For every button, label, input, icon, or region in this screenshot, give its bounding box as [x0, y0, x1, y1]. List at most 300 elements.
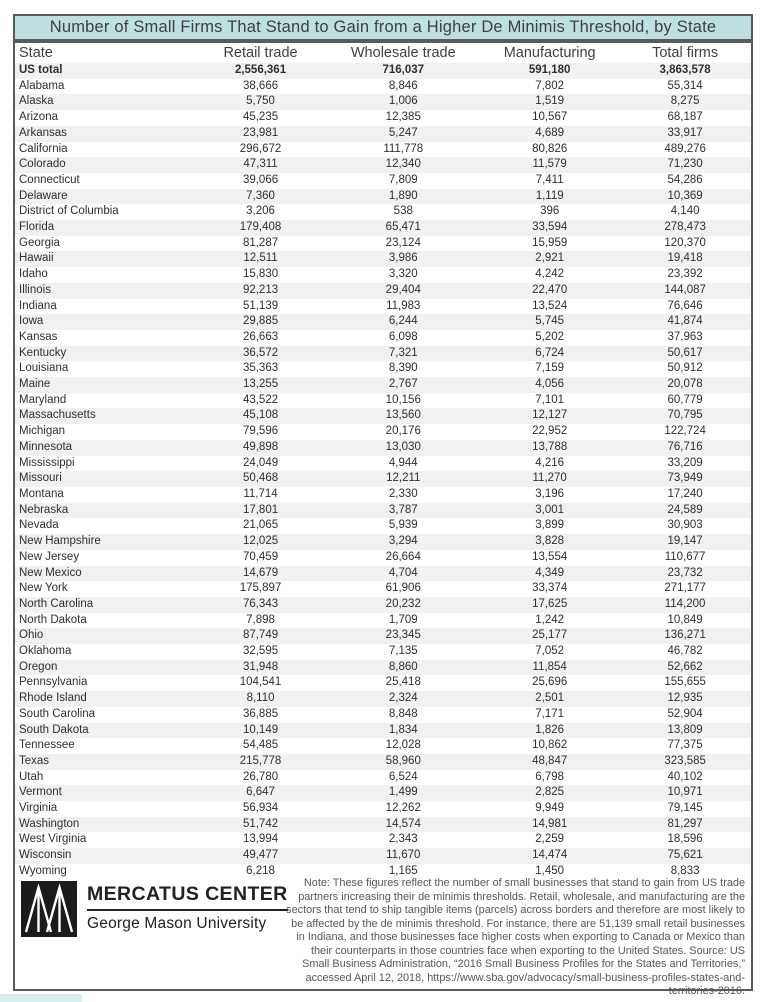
cell-state: Oklahoma [19, 645, 72, 658]
cell-state: Texas [19, 754, 50, 767]
cell-manufacturing: 1,242 [535, 613, 565, 626]
cell-total-firms: 122,724 [664, 425, 706, 438]
cell-retail-trade: 17,801 [242, 503, 279, 516]
cell-state: Massachusetts [19, 409, 96, 422]
cell-state: Washington [19, 817, 80, 830]
table-row [15, 393, 751, 409]
cell-retail-trade: 31,948 [242, 660, 279, 673]
cell-total-firms: 55,314 [667, 79, 703, 92]
cell-manufacturing: 80,826 [532, 142, 568, 155]
cell-wholesale-trade: 2,330 [388, 487, 418, 500]
cell-retail-trade: 79,596 [242, 425, 279, 438]
cell-retail-trade: 6,647 [246, 786, 275, 799]
cell-retail-trade: 29,885 [242, 315, 279, 328]
cell-retail-trade: 21,065 [242, 519, 279, 532]
cell-manufacturing: 2,259 [535, 833, 565, 846]
cell-manufacturing: 4,349 [535, 566, 565, 579]
table-row [15, 660, 751, 676]
logo-text [87, 881, 288, 933]
cell-wholesale-trade: 2,324 [388, 692, 418, 705]
cell-wholesale-trade: 1,006 [388, 95, 418, 108]
cell-total-firms: 24,589 [667, 503, 703, 516]
cell-manufacturing: 1,826 [535, 723, 565, 736]
cell-state: New York [19, 582, 68, 595]
table-row [15, 204, 751, 220]
cell-retail-trade: 26,780 [242, 770, 279, 783]
cell-manufacturing: 33,374 [532, 582, 568, 595]
cell-wholesale-trade: 11,983 [386, 299, 421, 312]
cell-state: New Jersey [19, 550, 80, 563]
logo-name: MERCATUS CENTER [87, 883, 288, 905]
cell-wholesale-trade: 1,499 [388, 786, 418, 799]
table-row [15, 566, 751, 582]
cell-wholesale-trade: 26,664 [385, 550, 421, 563]
cell-wholesale-trade: 8,390 [388, 362, 418, 375]
cell-total-firms: 120,370 [664, 236, 706, 249]
cell-total-firms: 13,809 [667, 723, 703, 736]
cell-manufacturing: 4,242 [535, 268, 565, 281]
cell-total-firms: 12,935 [667, 692, 703, 705]
cell-wholesale-trade: 12,385 [385, 111, 421, 124]
cell-total-firms: 81,297 [667, 817, 703, 830]
cell-state: California [19, 142, 68, 155]
cell-state: Tennessee [19, 739, 75, 752]
table-row [15, 691, 751, 707]
cell-total-firms: 71,230 [667, 158, 703, 171]
table-frame [13, 41, 753, 997]
cell-manufacturing: 396 [540, 205, 560, 218]
cell-manufacturing: 6,724 [535, 346, 565, 359]
cell-retail-trade: 6,218 [246, 864, 275, 877]
cell-state: Nebraska [19, 503, 69, 516]
cell-total-firms: 114,200 [664, 597, 706, 610]
cell-total-firms: 17,240 [667, 487, 703, 500]
cell-state: Arkansas [19, 126, 67, 139]
cell-total-firms: 54,286 [667, 173, 703, 186]
cell-state: Utah [19, 770, 44, 783]
cell-wholesale-trade: 1,165 [388, 864, 418, 877]
cell-wholesale-trade: 14,574 [385, 817, 421, 830]
cell-wholesale-trade: 8,860 [388, 660, 418, 673]
cell-state: Michigan [19, 425, 66, 438]
cell-manufacturing: 4,056 [535, 378, 565, 391]
cell-state: Oregon [19, 660, 58, 673]
cell-manufacturing: 17,625 [532, 597, 568, 610]
cell-total-firms: 278,473 [664, 221, 706, 234]
cell-total-firms: 52,662 [667, 660, 703, 673]
cell-state: Florida [19, 221, 55, 234]
cell-state: Arizona [19, 111, 58, 124]
table-row [15, 738, 751, 754]
cell-retail-trade: 296,672 [239, 142, 282, 155]
cell-wholesale-trade: 3,787 [388, 503, 418, 516]
cell-total-firms: 50,912 [667, 362, 703, 375]
cell-manufacturing: 25,177 [532, 629, 568, 642]
table-row [15, 770, 751, 786]
cell-state: Minnesota [19, 440, 73, 453]
cell-manufacturing: 9,949 [535, 802, 565, 815]
cell-state: Mississippi [19, 456, 75, 469]
cell-retail-trade: 35,363 [242, 362, 279, 375]
cell-total-firms: 8,833 [670, 864, 700, 877]
cell-manufacturing: 7,411 [535, 173, 564, 186]
cell-state: North Dakota [19, 613, 87, 626]
cell-wholesale-trade: 29,404 [385, 283, 421, 296]
header-row [15, 43, 751, 63]
cell-state: New Mexico [19, 566, 82, 579]
cell-retail-trade: 36,572 [242, 346, 279, 359]
cell-wholesale-trade: 12,028 [385, 739, 421, 752]
table-row [15, 377, 751, 393]
cell-retail-trade: 81,287 [242, 236, 279, 249]
cell-wholesale-trade: 10,156 [385, 393, 421, 406]
table-row [15, 801, 751, 817]
cell-state: West Virginia [19, 833, 87, 846]
table-row [15, 503, 751, 519]
table-row [15, 518, 751, 534]
cell-manufacturing: 12,127 [532, 409, 568, 422]
cell-state: Illinois [19, 283, 51, 296]
cell-wholesale-trade: 8,848 [388, 707, 418, 720]
cell-total-firms: 41,874 [667, 315, 703, 328]
cell-total-firms: 52,904 [667, 707, 703, 720]
cell-total-firms: 30,903 [667, 519, 703, 532]
table-title: Number of Small Firms That Stand to Gain from a Higher De Minimis Threshold, by State [13, 14, 753, 41]
cell-wholesale-trade: 12,211 [386, 472, 421, 485]
table-row [15, 94, 751, 110]
cell-state: Colorado [19, 158, 66, 171]
table-row [15, 79, 751, 95]
cell-state: Georgia [19, 236, 60, 249]
cell-manufacturing: 13,788 [532, 440, 568, 453]
cell-manufacturing: 7,171 [535, 707, 565, 720]
cell-total-firms: 33,917 [667, 126, 703, 139]
table-row [15, 424, 751, 440]
cell-state: South Carolina [19, 707, 96, 720]
cell-total-firms: 136,271 [664, 629, 706, 642]
cell-wholesale-trade: 7,321 [388, 346, 418, 359]
cell-retail-trade: 23,981 [242, 126, 279, 139]
table-row [15, 330, 751, 346]
cell-total-firms: 40,102 [667, 770, 703, 783]
cell-total-firms: 8,275 [670, 95, 700, 108]
cell-state: Idaho [19, 268, 48, 281]
cell-state: US total [19, 64, 63, 76]
cell-retail-trade: 39,066 [242, 173, 279, 186]
table-row [15, 471, 751, 487]
cell-retail-trade: 13,994 [242, 833, 279, 846]
cell-wholesale-trade: 3,320 [388, 268, 418, 281]
cell-state: Vermont [19, 786, 62, 799]
cell-manufacturing: 591,180 [528, 64, 571, 76]
cell-wholesale-trade: 6,244 [388, 315, 418, 328]
cell-state: Alabama [19, 79, 65, 92]
cell-retail-trade: 179,408 [239, 221, 282, 234]
cell-manufacturing: 13,524 [532, 299, 568, 312]
cell-manufacturing: 6,798 [535, 770, 565, 783]
cell-retail-trade: 92,213 [242, 283, 279, 296]
cell-retail-trade: 38,666 [242, 79, 279, 92]
col-header-total-firms: Total firms [652, 45, 719, 61]
table-row [15, 754, 751, 770]
cell-state: Nevada [19, 519, 59, 532]
table-row [15, 550, 751, 566]
cell-retail-trade: 26,663 [242, 330, 279, 343]
cell-state: Rhode Island [19, 692, 87, 705]
cell-total-firms: 75,621 [667, 849, 703, 862]
cell-manufacturing: 1,519 [535, 95, 565, 108]
col-header-state: State [19, 45, 53, 61]
cell-retail-trade: 50,468 [242, 472, 279, 485]
cell-retail-trade: 87,749 [242, 629, 279, 642]
table-row [15, 126, 751, 142]
cell-manufacturing: 3,899 [535, 519, 565, 532]
cell-state: Connecticut [19, 173, 80, 186]
cell-wholesale-trade: 8,846 [388, 79, 418, 92]
cell-total-firms: 18,596 [667, 833, 703, 846]
cell-total-firms: 10,369 [667, 189, 703, 202]
table-row [15, 408, 751, 424]
cell-retail-trade: 104,541 [239, 676, 282, 689]
cell-wholesale-trade: 1,890 [388, 189, 418, 202]
cell-manufacturing: 4,216 [535, 456, 565, 469]
cell-retail-trade: 12,511 [243, 252, 278, 265]
table-row [15, 236, 751, 252]
cell-wholesale-trade: 5,247 [388, 126, 418, 139]
table-body [15, 63, 751, 880]
cell-manufacturing: 4,689 [535, 126, 565, 139]
cell-retail-trade: 56,934 [242, 802, 279, 815]
cell-retail-trade: 10,149 [242, 723, 279, 736]
cell-manufacturing: 13,554 [532, 550, 568, 563]
cell-wholesale-trade: 11,670 [386, 849, 421, 862]
cell-total-firms: 70,795 [667, 409, 703, 422]
logo-subtitle: George Mason University [87, 915, 267, 932]
cell-wholesale-trade: 20,232 [385, 597, 421, 610]
cell-manufacturing: 10,567 [532, 111, 568, 124]
table-row [15, 299, 751, 315]
cell-state: Iowa [19, 315, 44, 328]
table-row [15, 346, 751, 362]
cell-manufacturing: 2,921 [535, 252, 565, 265]
cell-manufacturing: 7,101 [535, 393, 565, 406]
next-page-edge [0, 994, 82, 1002]
cell-manufacturing: 3,196 [535, 487, 565, 500]
cell-total-firms: 144,087 [664, 283, 706, 296]
cell-manufacturing: 5,202 [535, 330, 565, 343]
cell-total-firms: 19,147 [667, 535, 703, 548]
cell-wholesale-trade: 58,960 [385, 754, 421, 767]
cell-wholesale-trade: 111,778 [383, 142, 424, 155]
cell-wholesale-trade: 2,767 [388, 378, 418, 391]
cell-retail-trade: 51,742 [242, 817, 279, 830]
table-row [15, 283, 751, 299]
cell-wholesale-trade: 20,176 [385, 425, 421, 438]
table-row [15, 707, 751, 723]
cell-retail-trade: 15,830 [242, 268, 279, 281]
cell-state: New Hampshire [19, 535, 101, 548]
table-row [15, 110, 751, 126]
table-row [15, 251, 751, 267]
cell-retail-trade: 11,714 [243, 487, 278, 500]
cell-wholesale-trade: 7,809 [388, 173, 418, 186]
cell-total-firms: 37,963 [667, 330, 703, 343]
cell-retail-trade: 14,679 [242, 566, 279, 579]
table-row [15, 848, 751, 864]
cell-wholesale-trade: 6,098 [388, 330, 418, 343]
cell-retail-trade: 13,255 [242, 378, 279, 391]
cell-wholesale-trade: 7,135 [388, 645, 418, 658]
cell-state: Kansas [19, 330, 58, 343]
cell-state: Wyoming [19, 864, 67, 877]
cell-wholesale-trade: 4,704 [388, 566, 418, 579]
cell-total-firms: 3,863,578 [659, 64, 711, 76]
table-row [15, 675, 751, 691]
cell-manufacturing: 14,981 [532, 817, 568, 830]
cell-manufacturing: 5,745 [535, 315, 565, 328]
cell-wholesale-trade: 23,124 [385, 236, 421, 249]
cell-total-firms: 4,140 [670, 205, 700, 218]
table-row [15, 63, 751, 79]
cell-retail-trade: 5,750 [246, 95, 275, 108]
cell-state: Pennsylvania [19, 676, 88, 689]
cell-manufacturing: 33,594 [532, 221, 568, 234]
logo-divider [87, 909, 288, 911]
cell-retail-trade: 47,311 [243, 158, 278, 171]
cell-state: Ohio [19, 629, 44, 642]
cell-retail-trade: 49,477 [242, 849, 279, 862]
cell-retail-trade: 12,025 [242, 535, 279, 548]
cell-state: Alaska [19, 95, 54, 108]
cell-retail-trade: 215,778 [239, 754, 282, 767]
col-header-wholesale-trade: Wholesale trade [350, 45, 456, 61]
cell-retail-trade: 54,485 [242, 739, 279, 752]
cell-retail-trade: 70,459 [242, 550, 279, 563]
cell-state: Montana [19, 487, 64, 500]
table-row [15, 723, 751, 739]
table-row [15, 220, 751, 236]
cell-manufacturing: 1,119 [535, 189, 564, 202]
cell-retail-trade: 7,360 [246, 189, 275, 202]
mercatus-logo-icon [21, 881, 77, 937]
table-row [15, 785, 751, 801]
cell-state: Indiana [19, 299, 57, 312]
cell-manufacturing: 7,159 [535, 362, 565, 375]
cell-total-firms: 50,617 [667, 346, 703, 359]
cell-state: South Dakota [19, 723, 89, 736]
cell-wholesale-trade: 6,524 [388, 770, 418, 783]
cell-manufacturing: 2,501 [535, 692, 565, 705]
cell-retail-trade: 45,108 [242, 409, 279, 422]
cell-state: Maine [19, 378, 51, 391]
cell-total-firms: 19,418 [667, 252, 703, 265]
table-row [15, 597, 751, 613]
cell-wholesale-trade: 65,471 [385, 221, 421, 234]
cell-state: Delaware [19, 189, 68, 202]
table-row [15, 267, 751, 283]
table-row [15, 628, 751, 644]
cell-manufacturing: 3,001 [535, 503, 565, 516]
cell-total-firms: 10,971 [667, 786, 703, 799]
cell-manufacturing: 22,470 [532, 283, 568, 296]
table-row [15, 142, 751, 158]
cell-total-firms: 33,209 [667, 456, 703, 469]
cell-manufacturing: 7,802 [535, 79, 565, 92]
cell-total-firms: 23,392 [667, 268, 703, 281]
cell-manufacturing: 10,862 [532, 739, 568, 752]
table-row [15, 644, 751, 660]
table-row [15, 832, 751, 848]
cell-total-firms: 76,646 [667, 299, 703, 312]
table-row [15, 456, 751, 472]
cell-wholesale-trade: 12,262 [385, 802, 421, 815]
cell-manufacturing: 11,579 [532, 158, 567, 171]
cell-wholesale-trade: 2,343 [388, 833, 418, 846]
cell-wholesale-trade: 25,418 [385, 676, 421, 689]
table-row [15, 534, 751, 550]
cell-total-firms: 155,655 [664, 676, 706, 689]
cell-total-firms: 68,187 [667, 111, 703, 124]
cell-retail-trade: 2,556,361 [234, 64, 287, 76]
cell-total-firms: 23,732 [667, 566, 703, 579]
table-row [15, 613, 751, 629]
cell-manufacturing: 22,952 [532, 425, 568, 438]
cell-total-firms: 77,375 [667, 739, 703, 752]
col-header-retail-trade: Retail trade [223, 45, 298, 61]
cell-state: Virginia [19, 802, 58, 815]
cell-retail-trade: 175,897 [239, 582, 282, 595]
cell-retail-trade: 32,595 [242, 645, 279, 658]
cell-manufacturing: 1,450 [535, 864, 565, 877]
cell-manufacturing: 11,270 [532, 472, 567, 485]
cell-wholesale-trade: 61,906 [385, 582, 421, 595]
cell-wholesale-trade: 1,709 [388, 613, 418, 626]
cell-total-firms: 73,949 [667, 472, 703, 485]
cell-total-firms: 46,782 [667, 645, 703, 658]
cell-total-firms: 60,779 [667, 393, 703, 406]
cell-state: Kentucky [19, 346, 67, 359]
cell-retail-trade: 49,898 [242, 440, 279, 453]
cell-wholesale-trade: 12,340 [385, 158, 421, 171]
table-row [15, 173, 751, 189]
table-row [15, 440, 751, 456]
cell-wholesale-trade: 4,944 [388, 456, 418, 469]
table-row [15, 817, 751, 833]
cell-state: Hawaii [19, 252, 54, 265]
cell-retail-trade: 51,139 [242, 299, 279, 312]
cell-total-firms: 323,585 [664, 754, 706, 767]
col-header-manufacturing: Manufacturing [503, 45, 596, 61]
cell-total-firms: 489,276 [664, 142, 706, 155]
cell-total-firms: 271,177 [664, 582, 706, 595]
cell-wholesale-trade: 1,834 [388, 723, 418, 736]
cell-state: Wisconsin [19, 849, 72, 862]
cell-manufacturing: 3,828 [535, 535, 565, 548]
mercatus-logo [21, 881, 288, 937]
cell-total-firms: 20,078 [667, 378, 703, 391]
cell-retail-trade: 36,885 [242, 707, 279, 720]
cell-manufacturing: 7,052 [535, 645, 565, 658]
table-row [15, 157, 751, 173]
cell-wholesale-trade: 3,986 [388, 252, 418, 265]
table-row [15, 581, 751, 597]
cell-wholesale-trade: 538 [393, 205, 413, 218]
cell-wholesale-trade: 716,037 [382, 64, 425, 76]
note-text: Note: These figures reflect the number of small businesses that stand to gain from US trade partners increasing their de minimis thresholds. Retail, wholesale, and manufacturing are the sectors that tend to ship tangible items (parcels) across borders and therefore are most likely to be affected by the de minimis threshold. For instance, there are 51,139 small retail businesses in Indiana, and those businesses face higher costs when exporting to Canada or Mexico than their counterparts in those countries face when exporting to the United States. Source: US Small Business Administration, “2016 Small Business Profiles for the States and Territories,” accessed April 12, 2018, https://www.sba.gov/advocacy/small-business-profiles-states-and-territories-2016. [286, 877, 745, 997]
cell-wholesale-trade: 13,030 [385, 440, 421, 453]
cell-wholesale-trade: 3,294 [388, 535, 418, 548]
table-row [15, 314, 751, 330]
